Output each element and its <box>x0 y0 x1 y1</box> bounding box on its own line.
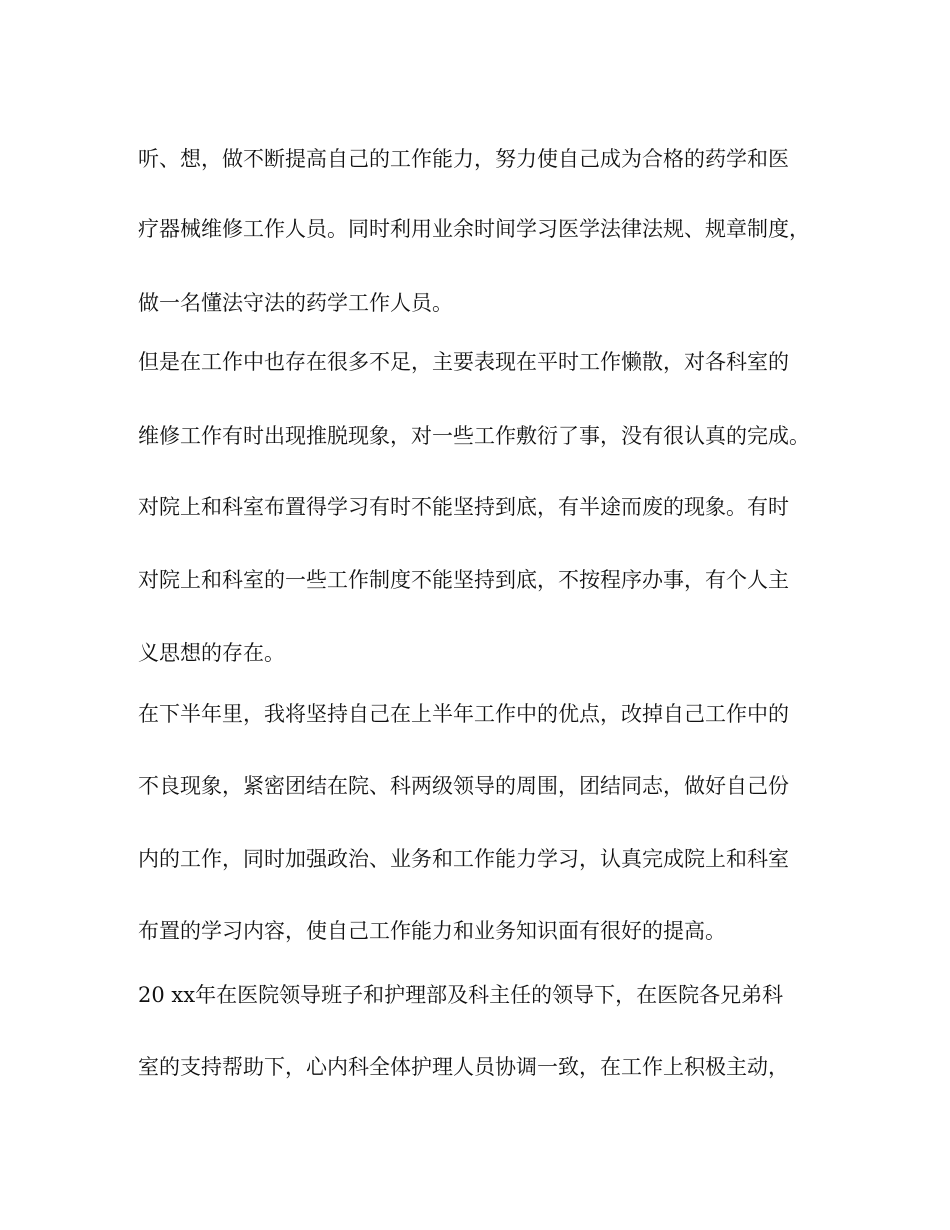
text-line: 不良现象，紧密团结在院、科两级领导的周围，团结同志，做好自己份 <box>138 774 789 798</box>
text-line: 在下半年里，我将坚持自己在上半年工作中的优点，改掉自己工作中的 <box>138 702 789 726</box>
text-line: 20 xx年在医院领导班子和护理部及科主任的领导下，在医院各兄弟科 <box>138 983 784 1007</box>
text-line: 义思想的存在。 <box>138 641 285 665</box>
text-line: 内的工作，同时加强政治、业务和工作能力学习，认真完成院上和科室 <box>138 847 789 871</box>
text-line: 对院上和科室的一些工作制度不能坚持到底，不按程序办事，有个人主 <box>138 568 789 592</box>
text-line: 做一名懂法守法的药学工作人员。 <box>138 291 453 315</box>
text-line: 疗器械维修工作人员。同时利用业余时间学习医学法律法规、规章制度， <box>138 217 810 241</box>
text-line: 布置的学习内容，使自己工作能力和业务知识面有很好的提高。 <box>138 919 726 943</box>
text-line: 室的支持帮助下，心内科全体护理人员协调一致，在工作上积极主动， <box>138 1055 789 1079</box>
text-line: 对院上和科室布置得学习有时不能坚持到底，有半途而废的现象。有时 <box>138 495 789 519</box>
text-line: 维修工作有时出现推脱现象，对一些工作敷衍了事，没有很认真的完成。 <box>138 424 810 448</box>
text-line: 听、想，做不断提高自己的工作能力，努力使自己成为合格的药学和医 <box>138 147 789 171</box>
text-line: 但是在工作中也存在很多不足，主要表现在平时工作懒散，对各科室的 <box>138 350 789 374</box>
